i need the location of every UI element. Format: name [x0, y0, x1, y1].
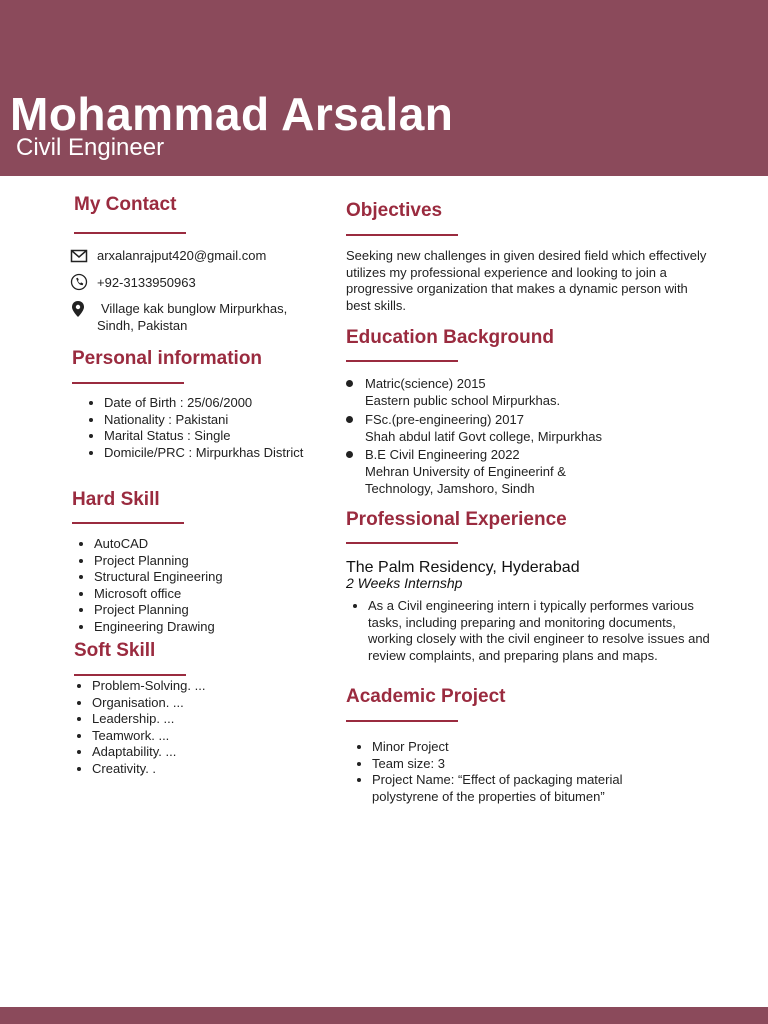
- list-item: • Project Planning: [94, 553, 294, 570]
- academic-list: [354, 739, 692, 805]
- location-pin-icon: [69, 300, 87, 318]
- soft-skill-heading-rule: [74, 674, 186, 676]
- footer-bar: [0, 1007, 768, 1024]
- education-degree: B.E Civil Engineering 2022: [365, 447, 520, 462]
- phone-icon: [70, 273, 88, 291]
- list-item: • Project Name: “Effect of packaging material polystyrene of the properties of bitumen”: [372, 772, 692, 805]
- contact-heading: My Contact: [74, 194, 177, 215]
- person-name: Mohammad Arsalan: [10, 88, 454, 140]
- soft-skill-list: [74, 678, 292, 777]
- education-heading-rule: [346, 360, 458, 362]
- education-degree: Matric(science) 2015: [365, 376, 486, 391]
- education-degree: FSc.(pre-engineering) 2017: [365, 412, 524, 427]
- contact-heading-rule: [74, 232, 186, 234]
- list-item: • Organisation. ...: [92, 695, 292, 712]
- list-item: • Minor Project: [372, 739, 692, 756]
- list-item: • As a Civil engineering intern i typically performes various tasks, including preparing and monitoring documents, working closely with the civil engineer to resolve issues and review complaints, and preparing plans and maps.: [368, 598, 713, 664]
- hard-skill-heading: Hard Skill: [72, 489, 160, 510]
- list-item: • Project Planning: [94, 602, 294, 619]
- soft-skill-heading: Soft Skill: [74, 640, 156, 661]
- personal-heading: Personal information: [72, 348, 263, 369]
- education-institution: Mehran University of Engineerinf & Technology, Jamshoro, Sindh: [365, 464, 566, 496]
- bullet-dot: [346, 380, 353, 387]
- experience-heading: Professional Experience: [346, 509, 567, 530]
- list-item: • Creativity. .: [92, 761, 292, 778]
- contact-phone: +92-3133950963: [97, 275, 196, 290]
- personal-list: [86, 395, 304, 461]
- contact-address-line1: Village kak bunglow Mirpurkhas,: [101, 301, 288, 316]
- contact-address-line2: Sindh, Pakistan: [97, 318, 188, 333]
- list-item: • Teamwork. ...: [92, 728, 292, 745]
- bullet-dot: [346, 451, 353, 458]
- education-heading: Education Background: [346, 327, 554, 348]
- list-item: • Structural Engineering: [94, 569, 294, 586]
- list-item: • Date of Birth : 25/06/2000: [104, 395, 304, 412]
- experience-list: [350, 598, 713, 664]
- list-item: • Engineering Drawing: [94, 619, 294, 636]
- academic-heading: Academic Project: [346, 686, 506, 707]
- list-item: • Problem-Solving. ...: [92, 678, 292, 695]
- job-title: Civil Engineer: [16, 134, 165, 161]
- contact-email: arxalanrajput420@gmail.com: [97, 248, 267, 263]
- list-item: • Adaptability. ...: [92, 744, 292, 761]
- objectives-heading-rule: [346, 234, 458, 236]
- list-item: • Microsoft office: [94, 586, 294, 603]
- experience-duration: 2 Weeks Internshp: [346, 575, 463, 591]
- education-institution: Shah abdul latif Govt college, Mirpurkhas: [365, 429, 603, 444]
- list-item: • Domicile/PRC : Mirpurkhas District: [104, 445, 304, 462]
- academic-heading-rule: [346, 720, 458, 722]
- experience-heading-rule: [346, 542, 458, 544]
- hard-skill-heading-rule: [72, 522, 184, 524]
- list-item: • Team size: 3: [372, 756, 692, 773]
- experience-company: The Palm Residency, Hyderabad: [346, 559, 580, 576]
- list-item: • Nationality : Pakistani: [104, 412, 304, 429]
- header-banner: [0, 0, 768, 176]
- education-institution: Eastern public school Mirpurkhas.: [365, 393, 561, 408]
- list-item: • Leadership. ...: [92, 711, 292, 728]
- objectives-text: Seeking new challenges in given desired field which effectively utilizes my professional experience and looking to join a progressive organization that makes a dynamic person with best skills.: [346, 248, 707, 313]
- bullet-dot: [346, 416, 353, 423]
- list-item: • AutoCAD: [94, 536, 294, 553]
- envelope-icon: [70, 247, 88, 265]
- objectives-heading: Objectives: [346, 200, 443, 221]
- personal-heading-rule: [72, 382, 184, 384]
- list-item: • Marital Status : Single: [104, 428, 304, 445]
- hard-skill-list: [76, 536, 294, 635]
